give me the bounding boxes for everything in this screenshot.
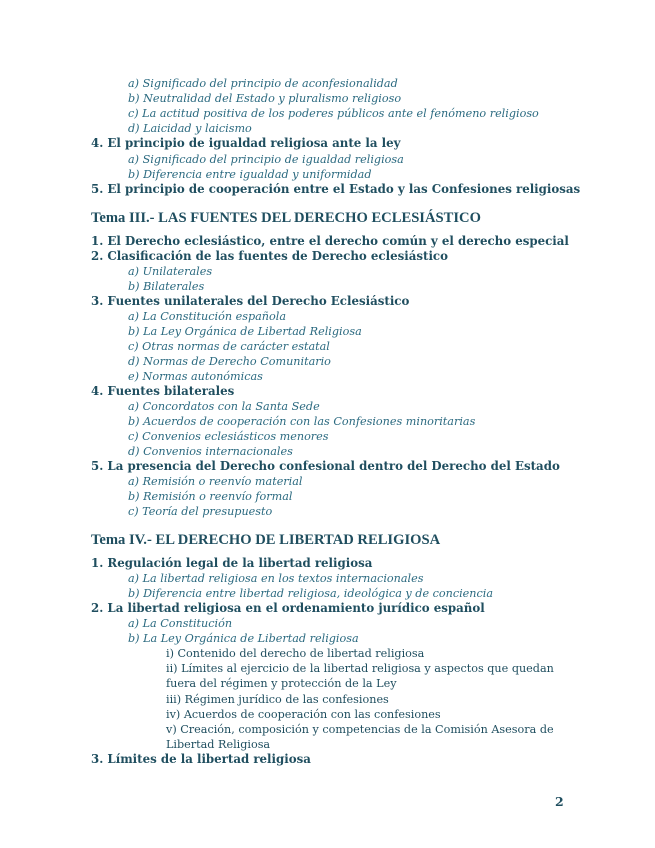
outline-subitem: c) Teoría del presupuesto bbox=[128, 505, 273, 518]
outline-subitem: a) Remisión o reenvío material bbox=[128, 475, 303, 488]
outline-subsubitem: iv) Acuerdos de cooperación con las confesiones bbox=[166, 708, 441, 721]
outline-subsubitem-continuation: fuera del régimen y protección de la Ley bbox=[166, 677, 397, 690]
outline-subitem: b) Acuerdos de cooperación con las Confesiones minoritarias bbox=[128, 415, 476, 428]
outline-item: 1. Regulación legal de la libertad religiosa bbox=[91, 556, 373, 570]
outline-subitem: b) Diferencia entre igualdad y uniformidad bbox=[128, 168, 372, 181]
outline-item: 4. El principio de igualdad religiosa ante la ley bbox=[91, 136, 401, 150]
outline-item: 4. Fuentes bilaterales bbox=[91, 384, 235, 398]
outline-subitem: a) La Constitución bbox=[128, 617, 233, 630]
outline-subitem: a) Concordatos con la Santa Sede bbox=[128, 400, 320, 413]
outline-item: 1. El Derecho eclesiástico, entre el derecho común y el derecho especial bbox=[91, 234, 569, 248]
section-heading-tema-3: Tema III.- LAS FUENTES DEL DERECHO ECLESIÁSTICO bbox=[91, 210, 481, 226]
outline-subitem: a) Unilaterales bbox=[128, 265, 213, 278]
outline-subitem: d) Laicidad y laicismo bbox=[128, 122, 252, 135]
outline-subitem: a) Significado del principio de igualdad religiosa bbox=[128, 153, 404, 166]
outline-item: 3. Fuentes unilaterales del Derecho Eclesiástico bbox=[91, 294, 410, 308]
outline-subitem: e) Normas autonómicas bbox=[128, 370, 263, 383]
outline-subitem: b) Diferencia entre libertad religiosa, ideológica y de conciencia bbox=[128, 587, 494, 600]
outline-item: 3. Límites de la libertad religiosa bbox=[91, 752, 311, 766]
outline-subitem: c) Convenios eclesiásticos menores bbox=[128, 430, 329, 443]
outline-subitem: c) La actitud positiva de los poderes públicos ante el fenómeno religioso bbox=[128, 107, 539, 120]
outline-item: 2. Clasificación de las fuentes de Derecho eclesiástico bbox=[91, 249, 448, 263]
outline-subitem: a) Significado del principio de aconfesionalidad bbox=[128, 77, 398, 90]
outline-item: 5. El principio de cooperación entre el Estado y las Confesiones religiosas bbox=[91, 182, 581, 196]
outline-subitem: b) Neutralidad del Estado y pluralismo religioso bbox=[128, 92, 402, 105]
outline-subitem: b) La Ley Orgánica de Libertad religiosa bbox=[128, 632, 359, 645]
outline-subsubitem-continuation: Libertad Religiosa bbox=[166, 738, 271, 751]
outline-subitem: b) La Ley Orgánica de Libertad Religiosa bbox=[128, 325, 362, 338]
outline-subsubitem: iii) Régimen jurídico de las confesiones bbox=[166, 693, 389, 706]
outline-subsubitem: i) Contenido del derecho de libertad religiosa bbox=[166, 647, 425, 660]
outline-subitem: d) Convenios internacionales bbox=[128, 445, 293, 458]
outline-item: 2. La libertad religiosa en el ordenamiento jurídico español bbox=[91, 601, 485, 615]
outline-item: 5. La presencia del Derecho confesional dentro del Derecho del Estado bbox=[91, 459, 560, 473]
outline-subitem: d) Normas de Derecho Comunitario bbox=[128, 355, 331, 368]
outline-subitem: b) Remisión o reenvío formal bbox=[128, 490, 293, 503]
outline-subitem: b) Bilaterales bbox=[128, 280, 205, 293]
page-number: 2 bbox=[555, 794, 564, 809]
outline-subsubitem: v) Creación, composición y competencias de la Comisión Asesora de bbox=[166, 723, 554, 736]
outline-subitem: a) La libertad religiosa en los textos internacionales bbox=[128, 572, 424, 585]
outline-subitem: a) La Constitución española bbox=[128, 310, 286, 323]
section-heading-tema-4: Tema IV.- EL DERECHO DE LIBERTAD RELIGIOSA bbox=[91, 532, 441, 548]
outline-subsubitem: ii) Límites al ejercicio de la libertad religiosa y aspectos que quedan bbox=[166, 662, 554, 675]
outline-subitem: c) Otras normas de carácter estatal bbox=[128, 340, 330, 353]
